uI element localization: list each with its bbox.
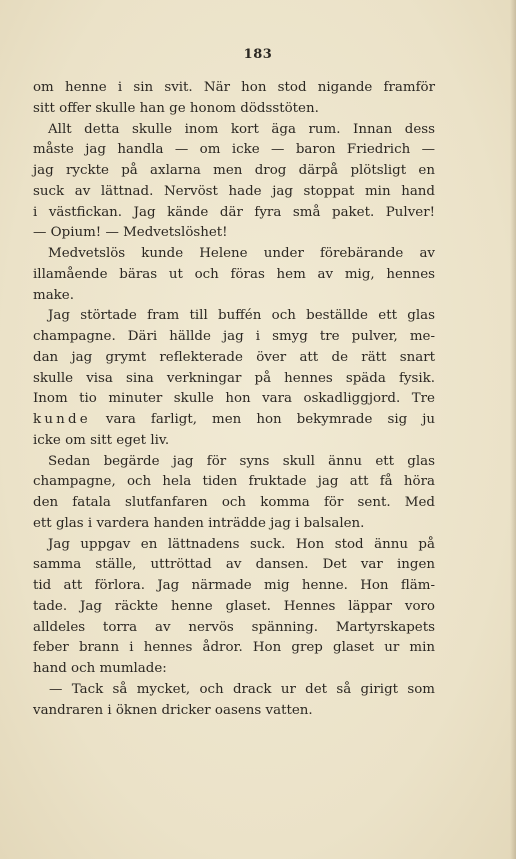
page-number: 183	[243, 47, 273, 62]
text-line: skulle visa sina verkningar på hennes späda fysik.	[33, 370, 435, 386]
text-line: feber brann i hennes ådror. Hon grep glaset ur min	[33, 640, 435, 656]
text-line: dan jag grymt reflekterade över att de rätt snart	[33, 349, 435, 365]
text-line: champagne. Däri hällde jag i smyg tre pulver, me-	[33, 329, 435, 344]
text-line: kunde vara farligt, men hon bekymrade sig ju	[33, 412, 435, 427]
text-line: vandraren i öknen dricker oasens vatten.	[33, 702, 313, 718]
text-line: Inom tio minuter skulle hon vara oskadliggjord. Tre	[33, 391, 435, 407]
text-line: hand och mumlade:	[33, 661, 167, 676]
text-line: champagne, och hela tiden fruktade jag att få höra	[33, 474, 435, 490]
text-line: sitt offer skulle han ge honom dödsstöten.	[33, 100, 319, 116]
page-edge-shadow	[510, 0, 516, 859]
text-line: jag ryckte på axlarna men drog därpå plötsligt en	[33, 163, 435, 178]
text-line: ett glas i vardera handen inträdde jag i balsalen.	[33, 515, 365, 531]
text-line: — Tack så mycket, och drack ur det så girigt som	[49, 681, 435, 697]
text-line: tid att förlora. Jag närmade mig henne. Hon fläm-	[33, 578, 435, 593]
text-line: Jag störtade fram till buffén och beställde ett glas	[48, 308, 435, 324]
text-line: Sedan begärde jag för syns skull ännu ett glas	[48, 453, 435, 469]
text-line: tade. Jag räckte henne glaset. Hennes läppar voro	[33, 598, 435, 614]
emphasized-word: kunde	[33, 412, 91, 427]
text-line: Allt detta skulle inom kort äga rum. Innan dess	[48, 121, 435, 137]
text-line: icke om sitt eget liv.	[33, 432, 170, 448]
text-line: samma ställe, uttröttad av dansen. Det var ingen	[33, 557, 435, 573]
text-line: i västfickan. Jag kände där fyra små paket. Pulver!	[33, 204, 435, 220]
text-line: Jag uppgav en lättnadens suck. Hon stod ännu på	[48, 536, 435, 552]
text-line: illamående bäras ut och föras hem av mig, hennes	[33, 266, 435, 282]
text-line: alldeles torra av nervös spänning. Martyrskapets	[33, 619, 435, 635]
text-line: om henne i sin svit. När hon stod nigande framför	[33, 80, 435, 95]
body-text	[33, 78, 435, 721]
text-line: suck av lättnad. Nervöst hade jag stoppat min hand	[33, 183, 435, 199]
text-line: Medvetslös kunde Helene under förebärande av	[48, 246, 435, 261]
text-line: måste jag handla — om icke — baron Friedrich —	[33, 142, 435, 158]
text-line: den fatala slutfanfaren och komma för sent. Med	[33, 495, 435, 510]
text-line: — Opium! — Medvetslöshet!	[33, 225, 228, 241]
text-line: make.	[33, 287, 74, 303]
